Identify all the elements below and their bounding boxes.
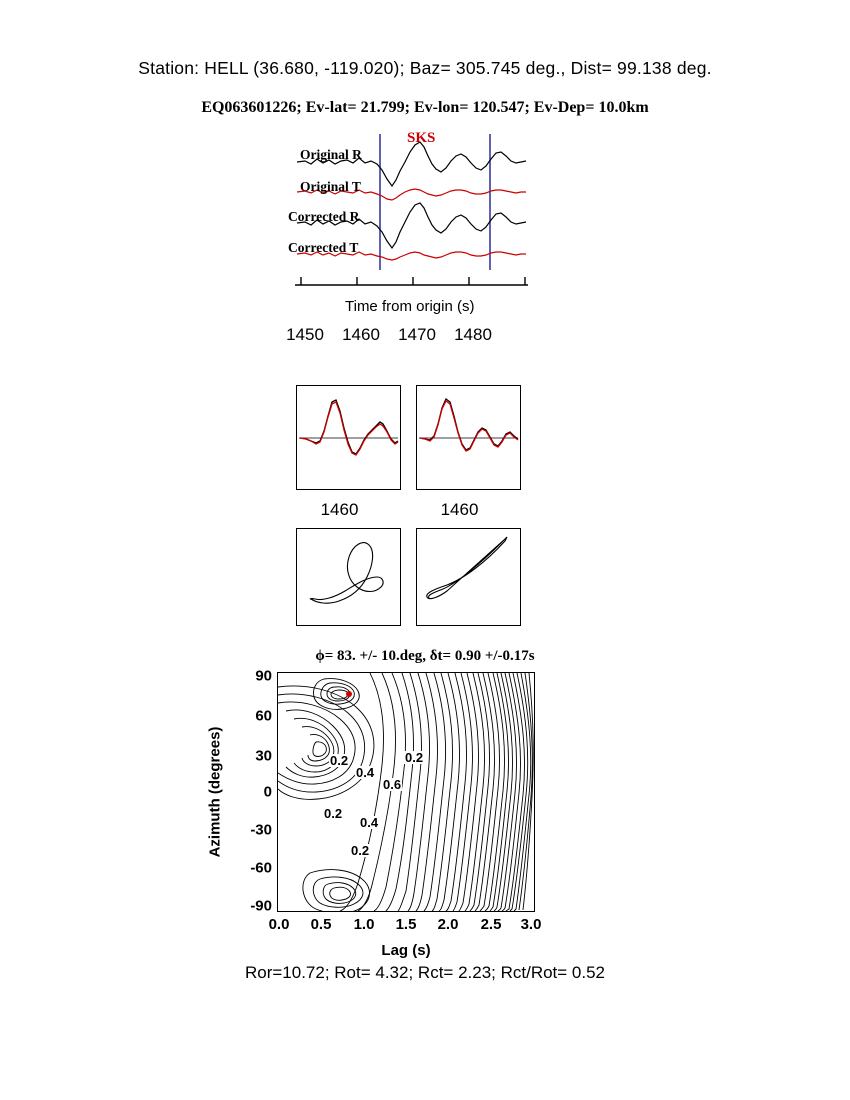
event-title: EQ063601226; Ev-lat= 21.799; Ev-lon= 120.547; Ev-Dep= 10.0km: [201, 99, 649, 116]
contour-label: 0.6: [383, 777, 402, 792]
pulse-plot-corrected: [417, 386, 520, 489]
lag-tick-label: 1.5: [395, 916, 417, 933]
contour-label: 0.2: [330, 753, 349, 768]
trace-label-corrected-r: Corrected R: [288, 209, 360, 224]
lag-tick-label: 1.0: [353, 916, 375, 933]
lag-axis-title: Lag (s): [381, 942, 431, 959]
particle-motion-plot-after: [417, 529, 520, 625]
contour-label: 0.2: [405, 750, 424, 765]
contour-label: 0.4: [356, 765, 375, 780]
contour-panel: [206, 667, 542, 959]
lag-tick-label: 2.5: [480, 916, 502, 933]
pulse-trace-slow: [300, 402, 398, 455]
contour-label: 0.2: [351, 843, 370, 858]
pulse-trace-slow: [420, 401, 518, 451]
trace-label-original-r: Original R: [300, 147, 362, 162]
contour-label: 0.4: [360, 815, 379, 830]
azimuth-axis-title: Azimuth (degrees): [206, 726, 224, 858]
time-tick-label: 1480: [454, 325, 492, 344]
lag-tick-label: 0.0: [268, 916, 290, 933]
contour-label: 0.2: [324, 806, 343, 821]
pulse-panel-uncorrected: [296, 385, 401, 490]
contour-plot: [277, 672, 535, 912]
footer-statistics: Ror=10.72; Rot= 4.32; Rct= 2.23; Rct/Rot= 0.52: [244, 963, 606, 982]
azimuth-tick-label: 30: [255, 747, 272, 765]
lag-tick-label: 0.5: [310, 916, 332, 933]
contour-result-title: ϕ= 83. +/- 10.deg, δt= 0.90 +/-0.17s: [315, 648, 535, 664]
particle-motion-panel-before: [296, 528, 401, 626]
time-tick-label: 1450: [286, 325, 324, 344]
sks-phase-label: SKS: [407, 130, 436, 146]
lag-tick-label: 3.0: [520, 916, 542, 933]
waveform-panel: [285, 130, 535, 355]
azimuth-tick-label: -30: [250, 821, 272, 839]
azimuth-tick-label: -90: [250, 897, 272, 915]
pulse-panel-corrected: [416, 385, 521, 490]
particle-motion-path: [427, 537, 507, 599]
pulse-plot-uncorrected: [297, 386, 400, 489]
lag-tick-label: 2.0: [437, 916, 459, 933]
time-tick-label: 1470: [398, 325, 436, 344]
pulse-caption-uncorrected: 1460: [320, 500, 359, 519]
contour-lines: [278, 673, 534, 911]
best-fit-marker: [346, 691, 352, 697]
particle-motion-panel-after: [416, 528, 521, 626]
trace-label-original-t: Original T: [300, 179, 361, 194]
time-axis-title: Time from origin (s): [345, 298, 475, 315]
station-title: Station: HELL (36.680, -119.020); Baz= 305.745 deg., Dist= 99.138 deg.: [138, 58, 712, 78]
azimuth-tick-label: 0: [263, 783, 272, 801]
time-tick-label: 1460: [342, 325, 380, 344]
azimuth-tick-label: 90: [255, 667, 272, 685]
trace-label-corrected-t: Corrected T: [288, 240, 359, 255]
azimuth-tick-label: -60: [250, 859, 272, 877]
pulse-caption-corrected: 1460: [440, 500, 479, 519]
azimuth-tick-label: 60: [255, 707, 272, 725]
particle-motion-plot-before: [297, 529, 400, 625]
particle-motion-path: [310, 543, 383, 604]
pulse-trace-fast: [420, 399, 518, 450]
